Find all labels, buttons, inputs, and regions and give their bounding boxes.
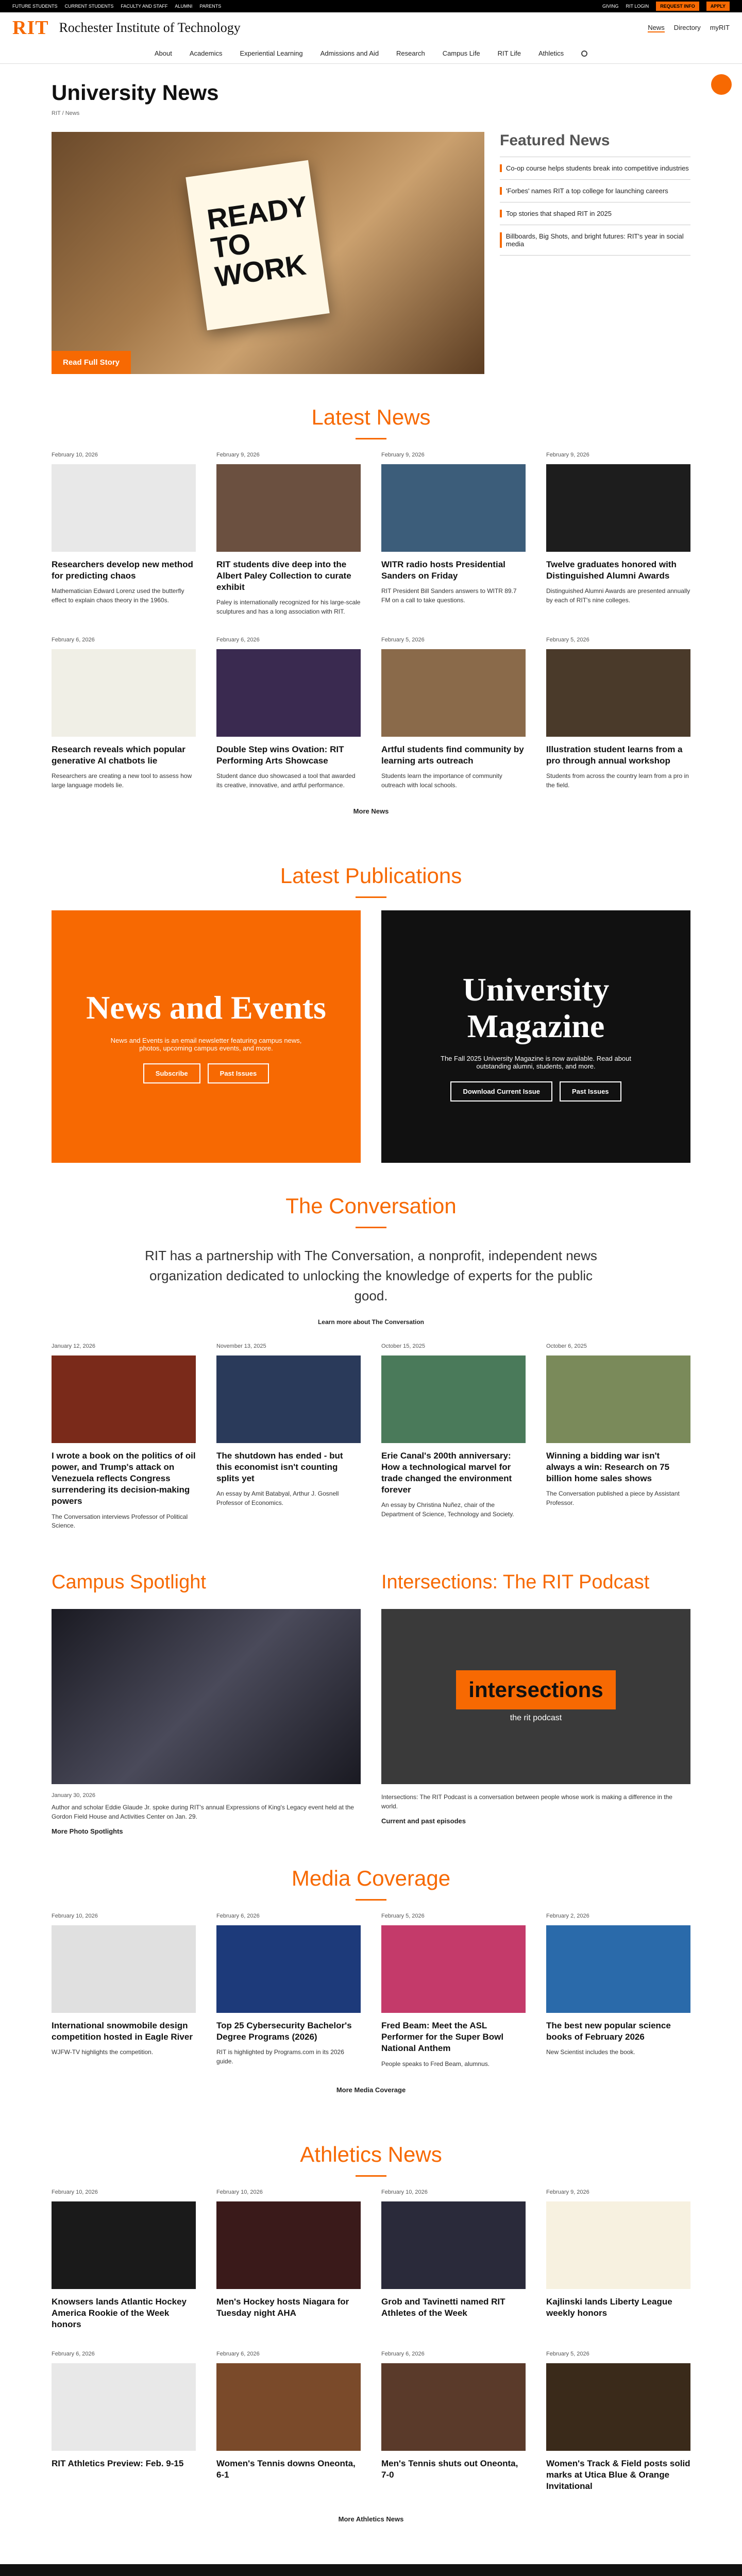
card-title[interactable]: Winning a bidding war isn't always a win: Research on 75 billion home sales shows — [546, 1451, 670, 1484]
card-date: February 10, 2026 — [381, 2189, 428, 2195]
more-photo-spotlights-link[interactable]: More Photo Spotlights — [52, 1827, 123, 1836]
news-events-panel — [52, 910, 361, 1163]
card-title[interactable]: International snowmobile design competition hosted in Eagle River — [52, 2021, 193, 2042]
news-card[interactable] — [546, 637, 690, 790]
news-card[interactable] — [546, 2351, 690, 2497]
card-image[interactable] — [546, 464, 690, 552]
card-image[interactable] — [216, 2363, 361, 2451]
apply-button[interactable]: APPLY — [706, 2, 730, 11]
news-card[interactable] — [381, 637, 526, 790]
main-nav — [0, 43, 742, 64]
podcast-title: Intersections: The RIT Podcast — [381, 1571, 650, 1594]
card-image[interactable] — [546, 649, 690, 737]
card-title[interactable]: Twelve graduates honored with Distinguished Alumni Awards — [546, 560, 677, 581]
site-footer — [0, 2564, 742, 2576]
card-date: February 6, 2026 — [52, 637, 95, 643]
utility-link[interactable]: GIVING — [602, 4, 619, 9]
featured-news — [495, 132, 690, 374]
card-title[interactable]: Double Step wins Ovation: RIT Performing Arts Showcase — [216, 744, 344, 766]
notebook-image: READY TO WORK — [185, 160, 329, 330]
news-card[interactable] — [52, 452, 196, 616]
myrit-link[interactable]: myRIT — [710, 23, 730, 31]
card-desc: An essay by Christina Nuñez, chair of the Department of Science, Technology and Society. — [381, 1501, 514, 1518]
card-image[interactable] — [381, 1925, 526, 2013]
news-card[interactable] — [52, 637, 196, 790]
nav-about[interactable]: About — [154, 49, 172, 57]
athletics-title: Athletics News — [300, 2142, 442, 2177]
podcast-image[interactable] — [381, 1609, 690, 1784]
card-image[interactable] — [546, 1355, 690, 1443]
card-title[interactable]: Top 25 Cybersecurity Bachelor's Degree Programs (2026) — [216, 2021, 352, 2042]
card-date: November 13, 2025 — [216, 1343, 266, 1350]
utility-link[interactable]: ALUMNI — [175, 4, 193, 9]
card-date: October 6, 2025 — [546, 1343, 587, 1350]
card-image[interactable] — [546, 1925, 690, 2013]
card-date: February 6, 2026 — [381, 2351, 425, 2358]
read-full-story-button[interactable]: Read Full Story — [52, 351, 131, 374]
card-title[interactable]: Illustration student learns from a pro through annual workshop — [546, 744, 683, 766]
more-media-button[interactable]: More Media Coverage — [336, 2086, 406, 2094]
news-link[interactable]: News — [648, 23, 665, 31]
card-date: February 10, 2026 — [52, 1913, 98, 1920]
card-title[interactable]: I wrote a book on the politics of oil power, and Trump's attack on Venezuela reflects Congress surrendering its decision-making powers — [52, 1451, 196, 1506]
card-image[interactable] — [216, 464, 361, 552]
learn-more-link[interactable]: Learn more about The Conversation — [317, 1318, 425, 1326]
card-desc: WJFW-TV highlights the competition. — [52, 2048, 154, 2056]
news-card[interactable] — [52, 2351, 196, 2497]
news-card[interactable] — [216, 637, 361, 790]
card-date: February 6, 2026 — [216, 637, 260, 643]
latest-news-title: Latest News — [311, 405, 430, 439]
nav-athletics[interactable]: Athletics — [538, 49, 564, 57]
card-image[interactable] — [381, 2201, 526, 2289]
card-date: January 12, 2026 — [52, 1343, 96, 1350]
subscribe-button[interactable]: Subscribe — [143, 1063, 200, 1083]
news-card[interactable] — [546, 2189, 690, 2335]
utility-link[interactable]: RIT LOGIN — [626, 4, 649, 9]
card-title[interactable]: Men's Tennis shuts out Oneonta, 7-0 — [381, 2459, 518, 2480]
download-issue-button[interactable]: Download Current Issue — [450, 1081, 552, 1101]
news-card[interactable] — [381, 1343, 526, 1530]
spotlight-image[interactable] — [52, 1609, 361, 1784]
news-events-desc: News and Events is an email newsletter featuring campus news, photos, upcoming campus events, and more. — [110, 1036, 302, 1052]
card-title[interactable]: Women's Track & Field posts solid marks at Utica Blue & Orange Invitational — [546, 2459, 690, 2492]
news-card[interactable] — [546, 452, 690, 616]
athletics-grid — [52, 2189, 690, 2498]
card-title[interactable]: Erie Canal's 200th anniversary: How a technological marvel for trade changed the environment forever — [381, 1451, 512, 1495]
past-issues-button[interactable]: Past Issues — [208, 1063, 269, 1083]
card-desc: New Scientist includes the book. — [546, 2048, 635, 2056]
card-desc: Distinguished Alumni Awards are presented annually by each of RIT's nine colleges. — [546, 587, 690, 604]
news-card[interactable] — [52, 2189, 196, 2335]
card-desc: Students from across the country learn from a pro in the field. — [546, 772, 689, 789]
card-title[interactable]: Kajlinski lands Liberty League weekly honors — [546, 2296, 672, 2318]
nav-academics[interactable]: Academics — [189, 49, 223, 57]
card-title[interactable]: Research reveals which popular generative AI chatbots lie — [52, 744, 185, 766]
card-title[interactable]: Fred Beam: Meet the ASL Performer for the Super Bowl National Anthem — [381, 2021, 504, 2054]
card-date: February 9, 2026 — [216, 452, 260, 458]
card-image[interactable] — [381, 464, 526, 552]
page-title: University News — [52, 80, 219, 105]
magazine-desc: The Fall 2025 University Magazine is now available. Read about outstanding alumni, students, and more. — [441, 1054, 631, 1070]
news-card[interactable] — [381, 452, 526, 616]
news-card[interactable] — [216, 1343, 361, 1530]
card-title[interactable]: Knowsers lands Atlantic Hockey America Rookie of the Week honors — [52, 2296, 187, 2330]
podcast-logo-sub: the rit podcast — [510, 1714, 562, 1723]
card-desc: An essay by Amit Batabyal, Arthur J. Gosnell Professor of Economics. — [216, 1490, 339, 1506]
card-desc: Students learn the importance of community outreach with local schools. — [381, 772, 502, 789]
news-card[interactable] — [216, 1913, 361, 2069]
card-image[interactable] — [546, 2363, 690, 2451]
card-date: February 9, 2026 — [546, 2189, 589, 2195]
utility-link[interactable]: CURRENT STUDENTS — [64, 4, 114, 9]
breadcrumb: RIT / News — [52, 110, 80, 116]
search-icon[interactable] — [581, 50, 587, 57]
card-desc: Researchers are creating a new tool to assess how large language models lie. — [52, 772, 192, 789]
card-date: February 6, 2026 — [216, 2351, 260, 2358]
card-title[interactable]: RIT Athletics Preview: Feb. 9-15 — [52, 2459, 184, 2469]
news-card[interactable] — [216, 2189, 361, 2335]
nav-research[interactable]: Research — [396, 49, 425, 57]
news-card[interactable] — [381, 1913, 526, 2069]
card-title[interactable]: Women's Tennis downs Oneonta, 6-1 — [216, 2459, 356, 2480]
spotlight-desc: Author and scholar Eddie Glaude Jr. spoke during RIT's annual Expressions of King's Legacy event held at the Gordon Field House and Activities Center on Jan. 29. — [52, 1804, 354, 1821]
nav-rit-life[interactable]: RIT Life — [497, 49, 521, 57]
magazine-past-issues-button[interactable]: Past Issues — [560, 1081, 621, 1101]
card-date: February 10, 2026 — [52, 2189, 98, 2195]
directory-link[interactable]: Directory — [673, 23, 701, 31]
card-title[interactable]: Artful students find community by learning arts outreach — [381, 744, 524, 766]
conversation-grid — [52, 1343, 690, 1530]
hero-image[interactable] — [52, 132, 484, 374]
card-date: February 2, 2026 — [546, 1913, 589, 1920]
card-title[interactable]: Researchers develop new method for predicting chaos — [52, 560, 193, 581]
news-card[interactable] — [381, 2351, 526, 2497]
card-image[interactable] — [216, 1355, 361, 1443]
publications-title: Latest Publications — [280, 863, 462, 898]
media-title: Media Coverage — [292, 1866, 450, 1901]
card-image[interactable] — [216, 1925, 361, 2013]
news-card[interactable] — [546, 1343, 690, 1530]
rit-logo[interactable]: RIT — [12, 17, 49, 39]
card-desc: People speaks to Fred Beam, alumnus. — [381, 2060, 490, 2067]
featured-item[interactable]: Co-op course helps students break into competitive industries — [500, 157, 690, 180]
featured-item[interactable]: Billboards, Big Shots, and bright futures: RIT's year in social media — [500, 225, 690, 256]
more-athletics-button[interactable]: More Athletics News — [338, 2515, 404, 2523]
card-desc: Student dance duo showcased a tool that awarded its creative, innovative, and artful performance. — [216, 772, 356, 789]
campus-spotlight — [52, 1571, 361, 1835]
media-grid — [52, 1913, 690, 2069]
spotlight-title: Campus Spotlight — [52, 1571, 206, 1594]
nav-admissions[interactable]: Admissions and Aid — [320, 49, 379, 57]
card-desc: The Conversation published a piece by Assistant Professor. — [546, 1490, 680, 1506]
card-image[interactable] — [52, 2201, 196, 2289]
scroll-top-icon[interactable] — [711, 74, 732, 95]
news-events-title: News and Events — [86, 989, 326, 1026]
news-card[interactable] — [546, 1913, 690, 2069]
utility-bar — [0, 0, 742, 12]
card-image[interactable] — [216, 2201, 361, 2289]
card-desc: The Conversation interviews Professor of Political Science. — [52, 1513, 188, 1529]
card-title[interactable]: WITR radio hosts Presidential Sanders on Friday — [381, 560, 505, 581]
card-date: February 5, 2026 — [546, 2351, 589, 2358]
card-desc: Paley is internationally recognized for his large-scale sculptures and has a long association with RIT. — [216, 599, 361, 615]
card-date: February 9, 2026 — [546, 452, 589, 458]
card-image[interactable] — [52, 1925, 196, 2013]
podcast-logo: intersections — [456, 1670, 615, 1709]
card-date: February 10, 2026 — [52, 452, 98, 458]
card-title[interactable]: Men's Hockey hosts Niagara for Tuesday night AHA — [216, 2296, 349, 2318]
utility-link[interactable]: FUTURE STUDENTS — [12, 4, 58, 9]
featured-title: Featured News — [500, 132, 690, 157]
card-image[interactable] — [216, 649, 361, 737]
conversation-intro: RIT has a partnership with The Conversation, a nonprofit, independent news organization dedicated to unlocking the knowledge of experts for the public good. — [145, 1248, 597, 1304]
podcast-desc: Intersections: The RIT Podcast is a conversation between people whose work is making a difference in the world. — [381, 1793, 672, 1810]
conversation-title: The Conversation — [285, 1194, 457, 1228]
magazine-panel — [381, 910, 690, 1163]
card-image[interactable] — [52, 649, 196, 737]
podcast-section — [381, 1571, 690, 1835]
card-date: February 9, 2026 — [381, 452, 425, 458]
card-date: February 5, 2026 — [381, 637, 425, 643]
magazine-title: University Magazine — [462, 971, 610, 1044]
utility-link[interactable]: PARENTS — [199, 4, 222, 9]
nav-experiential[interactable]: Experiential Learning — [240, 49, 303, 57]
card-date: February 6, 2026 — [52, 2351, 95, 2358]
news-card[interactable] — [216, 2351, 361, 2497]
utility-link[interactable]: FACULTY AND STAFF — [121, 4, 168, 9]
news-card[interactable] — [52, 1913, 196, 2069]
more-news-button[interactable]: More News — [353, 807, 389, 816]
featured-item[interactable]: Top stories that shaped RIT in 2025 — [500, 202, 690, 225]
card-title[interactable]: The best new popular science books of February 2026 — [546, 2021, 671, 2042]
card-date: October 15, 2025 — [381, 1343, 426, 1350]
card-date: February 10, 2026 — [216, 2189, 263, 2195]
featured-item[interactable]: 'Forbes' names RIT a top college for launching careers — [500, 180, 690, 202]
card-date: February 6, 2026 — [216, 1913, 260, 1920]
card-date: February 5, 2026 — [381, 1913, 425, 1920]
news-card[interactable] — [381, 2189, 526, 2335]
card-image[interactable] — [52, 2363, 196, 2451]
news-card[interactable] — [216, 452, 361, 616]
latest-news-grid — [52, 452, 690, 790]
card-image[interactable] — [381, 1355, 526, 1443]
card-image[interactable] — [381, 2363, 526, 2451]
site-header — [0, 12, 742, 43]
card-title[interactable]: RIT students dive deep into the Albert Paley Collection to curate exhibit — [216, 560, 351, 592]
card-date: February 5, 2026 — [546, 637, 589, 643]
card-image[interactable] — [52, 1355, 196, 1443]
institute-name: Rochester Institute of Technology — [59, 20, 241, 35]
card-desc: Mathematician Edward Lorenz used the butterfly effect to explain chaos theory in the 1960s. — [52, 587, 184, 604]
card-image[interactable] — [546, 2201, 690, 2289]
nav-campus-life[interactable]: Campus Life — [442, 49, 480, 57]
card-desc: RIT is highlighted by Programs.com in its 2026 guide. — [216, 2048, 344, 2065]
card-image[interactable] — [381, 649, 526, 737]
spotlight-date: January 30, 2026 — [52, 1792, 96, 1799]
card-desc: RIT President Bill Sanders answers to WITR 89.7 FM on a call to take questions. — [381, 587, 517, 604]
episodes-link[interactable]: Current and past episodes — [381, 1817, 466, 1825]
card-title[interactable]: The shutdown has ended - but this economist isn't counting splits yet — [216, 1451, 343, 1484]
card-image[interactable] — [52, 464, 196, 552]
news-card[interactable] — [52, 1343, 196, 1530]
request-info-button[interactable]: REQUEST INFO — [656, 2, 699, 11]
card-title[interactable]: Grob and Tavinetti named RIT Athletes of the Week — [381, 2296, 505, 2318]
